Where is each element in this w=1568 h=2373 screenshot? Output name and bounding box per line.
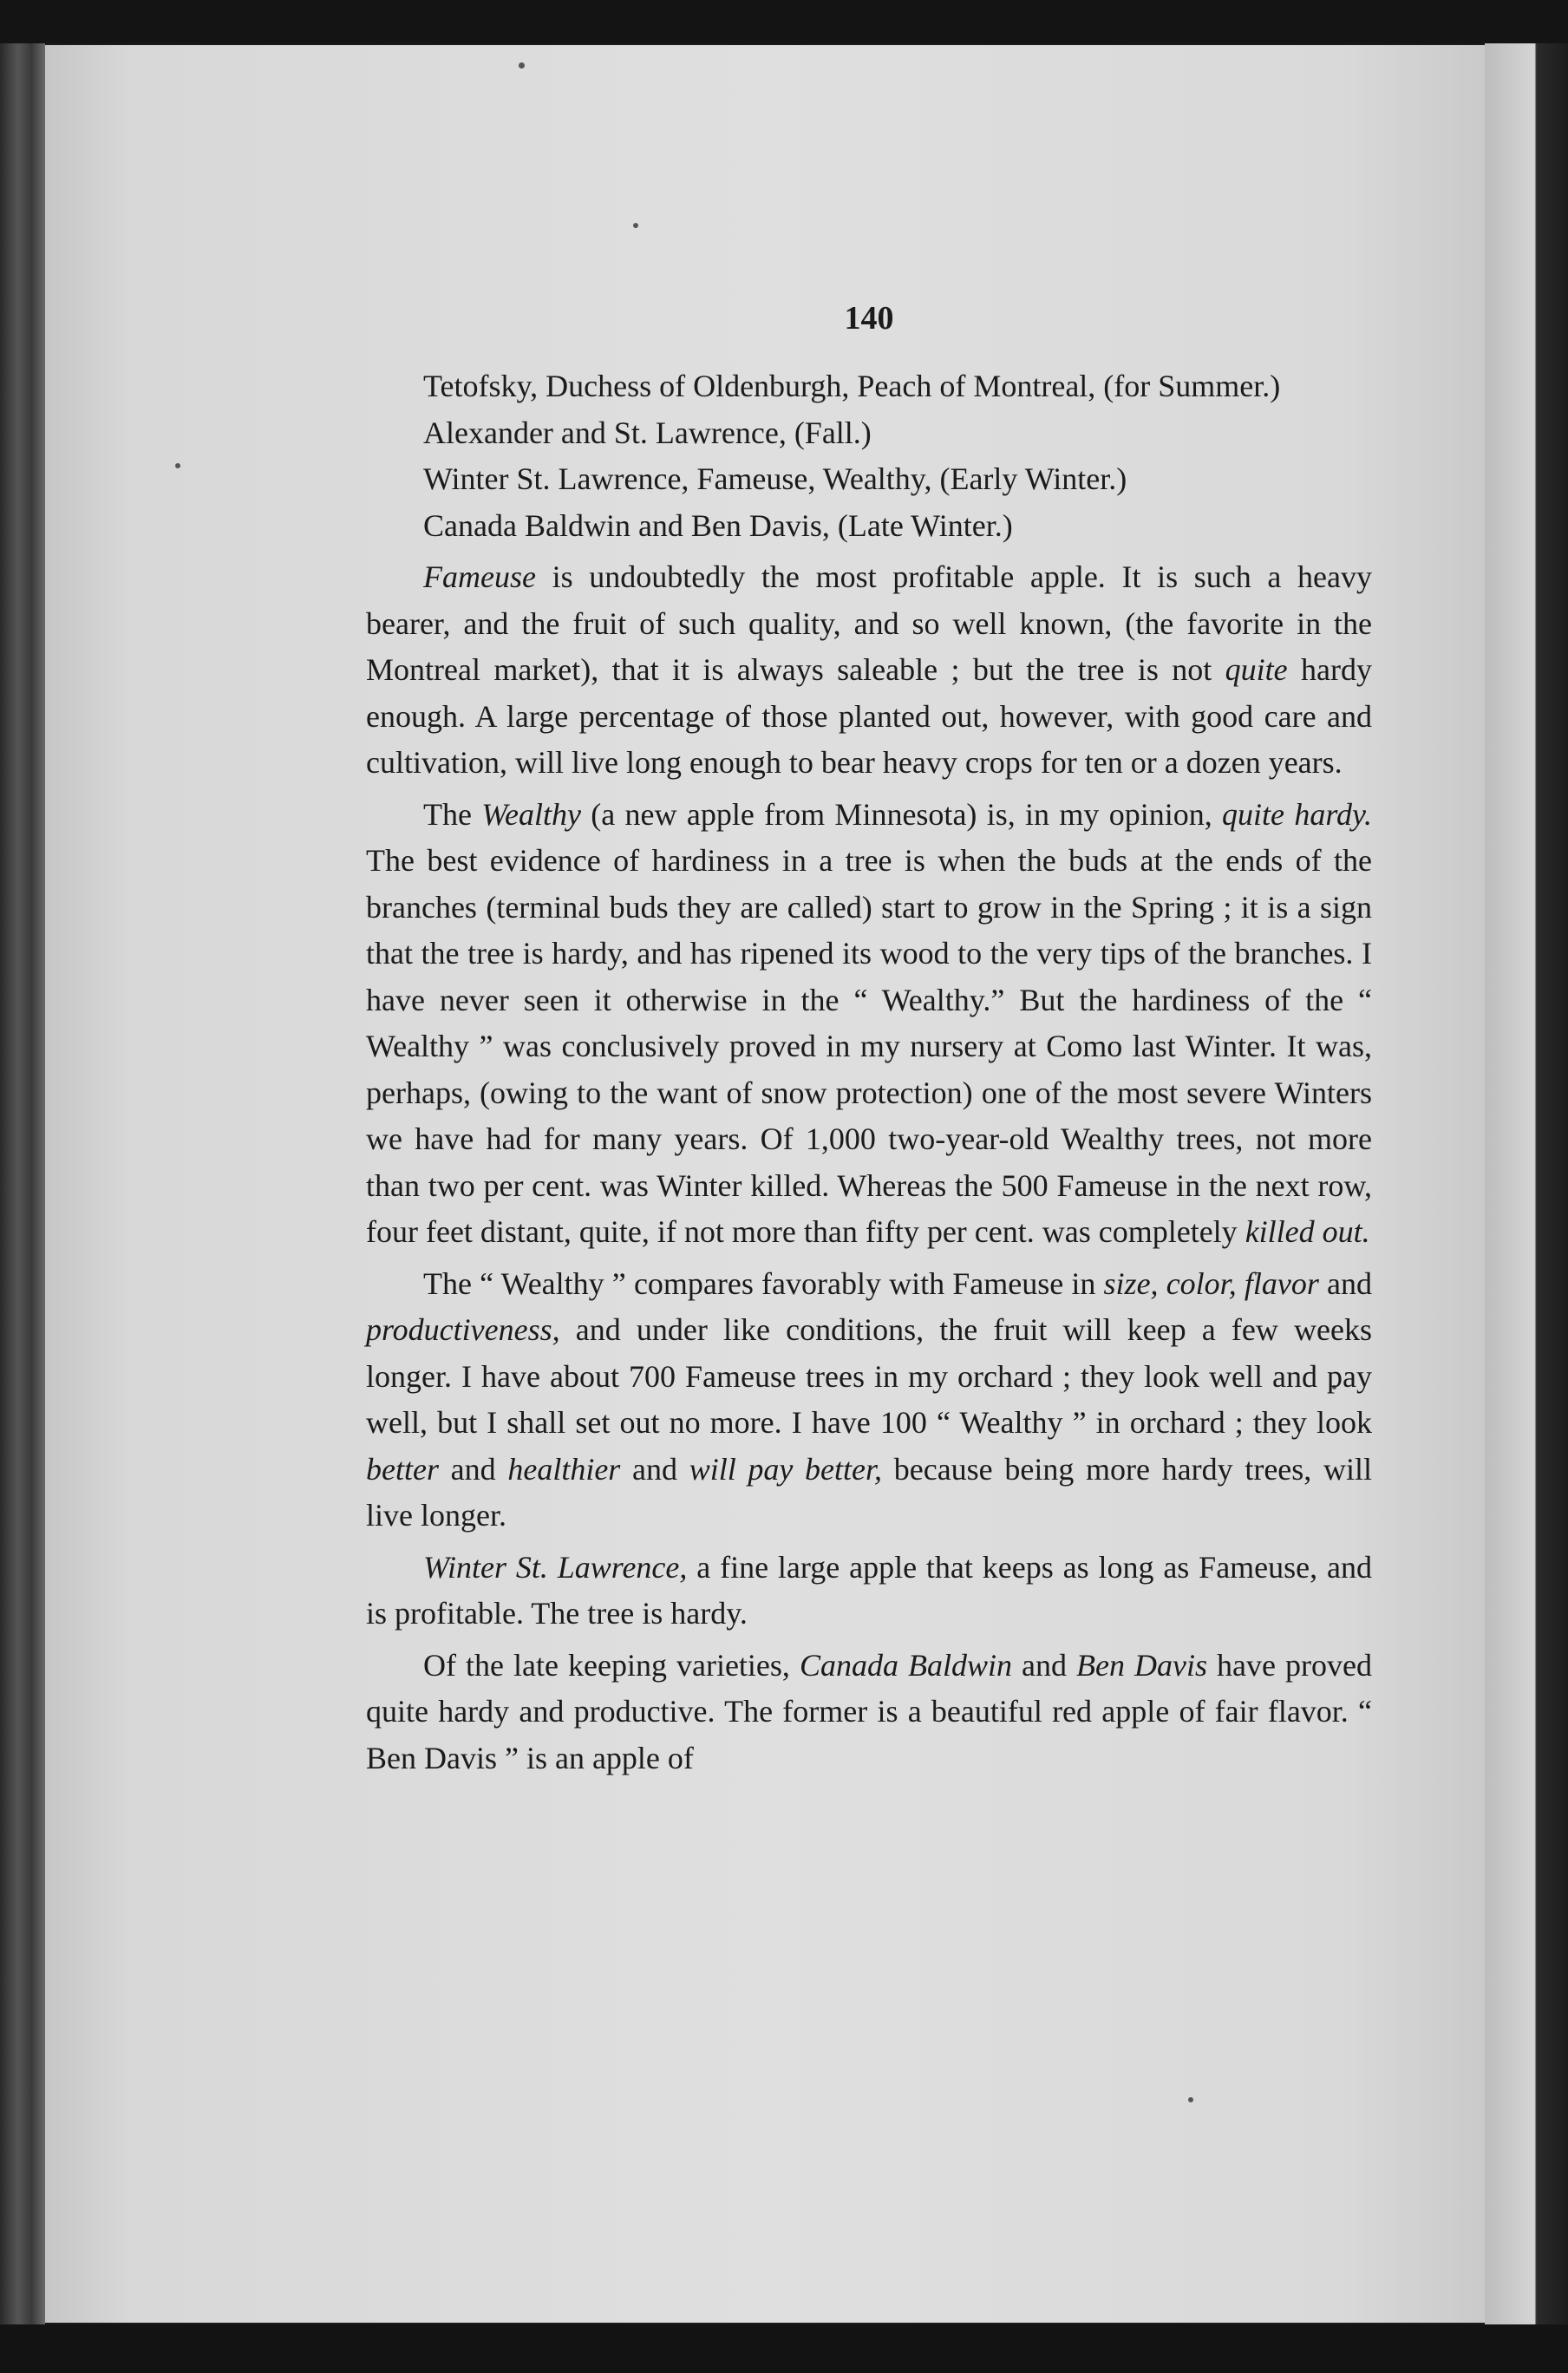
text-run: have proved quite hardy and productive. The former is a beautiful red apple of fair flavor. “ Ben Davis ” is an apple of bbox=[366, 1647, 1372, 1775]
italic-text: better bbox=[366, 1451, 439, 1487]
italic-text: size, color, flavor bbox=[1103, 1265, 1319, 1301]
print-speck bbox=[519, 62, 525, 69]
page-number: 140 bbox=[844, 300, 894, 337]
italic-text: Fameuse bbox=[423, 559, 536, 594]
paper-page bbox=[45, 45, 1485, 2323]
text-run: Canada Baldwin and Ben Davis, (Late Winter.) bbox=[423, 507, 1013, 543]
paragraph bbox=[366, 792, 1372, 1256]
paragraph bbox=[366, 554, 1372, 787]
italic-text: Ben Davis bbox=[1076, 1647, 1208, 1683]
text-run: and bbox=[1318, 1265, 1372, 1301]
paragraph bbox=[366, 456, 1372, 503]
text-run: and bbox=[1012, 1647, 1077, 1683]
text-run: Of the late keeping varieties, bbox=[423, 1647, 800, 1683]
text-run: hardy enough. A large percentage of those planted out, however, with good care and cultivation, will live long enough to bear heavy crops for ten or a dozen years. bbox=[366, 652, 1373, 780]
italic-text: quite bbox=[1225, 652, 1288, 687]
text-run: a fine large apple that keeps as long as Fameuse, and is profitable. The tree is hardy. bbox=[366, 1549, 1372, 1631]
print-speck bbox=[1188, 2097, 1193, 2102]
text-run: and bbox=[620, 1451, 689, 1487]
body-paragraphs bbox=[366, 363, 1372, 1781]
paragraph bbox=[366, 1545, 1372, 1638]
print-speck bbox=[633, 223, 638, 228]
scan-bottom-border bbox=[0, 2324, 1568, 2373]
italic-text: Canada Baldwin bbox=[799, 1647, 1012, 1683]
italic-text: quite hardy. bbox=[1222, 796, 1372, 832]
text-run: Alexander and St. Lawrence, (Fall.) bbox=[423, 415, 872, 450]
text-run: The “ Wealthy ” compares favorably with Fameuse in bbox=[423, 1265, 1104, 1301]
italic-text: productiveness, bbox=[366, 1312, 560, 1347]
text-run: Winter St. Lawrence, Fameuse, Wealthy, (Early Winter.) bbox=[423, 461, 1127, 496]
text-run: The bbox=[423, 796, 482, 832]
text-run: The best evidence of hardiness in a tree is when the buds at the ends of the branches (terminal buds they are called) start to grow in the Spring ; it is a sign that the tree is hardy, and has ripened its wood to the very tips of the branches. I have never seen it otherwise in the “ Wealthy.” But the hardiness of the “ Wealthy ” was conclusively proved in my nursery at Como last Winter. It was, perhaps, (owing to the want of snow protection) one of the most severe Winters we have had for many years. Of 1,000 two-year-old Wealthy trees, not more than two per cent. was Winter killed. Whereas the 500 Fameuse in the next row, four feet distant, quite, if not more than fifty per cent. was completely bbox=[366, 843, 1372, 1249]
italic-text: will pay better, bbox=[689, 1451, 883, 1487]
italic-text: healthier bbox=[507, 1451, 621, 1487]
text-run: because being more hardy trees, will live longer. bbox=[366, 1451, 1372, 1533]
print-speck bbox=[175, 463, 180, 468]
italic-text: Wealthy bbox=[481, 796, 581, 832]
italic-text: killed out. bbox=[1245, 1214, 1370, 1249]
text-run: and under like conditions, the fruit will keep a few weeks longer. I have about 700 Fameuse trees in my orchard ; they look well and pay well, but I shall set out no more. I have 100 “ Wealthy ” in orchard ; they look bbox=[366, 1312, 1372, 1440]
scan-top-border bbox=[0, 0, 1568, 43]
paragraph bbox=[366, 1261, 1372, 1540]
text-run: Tetofsky, Duchess of Oldenburgh, Peach of Montreal, (for Summer.) bbox=[423, 369, 1281, 403]
paragraph bbox=[366, 1643, 1372, 1782]
text-run: is undoubtedly the most profitable apple. It is such a heavy bearer, and the fruit of such quality, and so well known, (the favorite in the Montreal market), that it is always saleable ; but the tree is not bbox=[366, 559, 1372, 687]
paragraph bbox=[366, 410, 1372, 457]
italic-text: Winter St. Lawrence, bbox=[423, 1549, 688, 1585]
adjacent-page-edge bbox=[1485, 43, 1568, 2324]
book-binding-edge bbox=[0, 43, 45, 2324]
text-run: (a new apple from Minnesota) is, in my opinion, bbox=[580, 796, 1223, 832]
paragraph bbox=[366, 503, 1372, 550]
page-text bbox=[366, 292, 1372, 1781]
text-run: and bbox=[438, 1451, 508, 1487]
paragraph bbox=[366, 363, 1372, 410]
